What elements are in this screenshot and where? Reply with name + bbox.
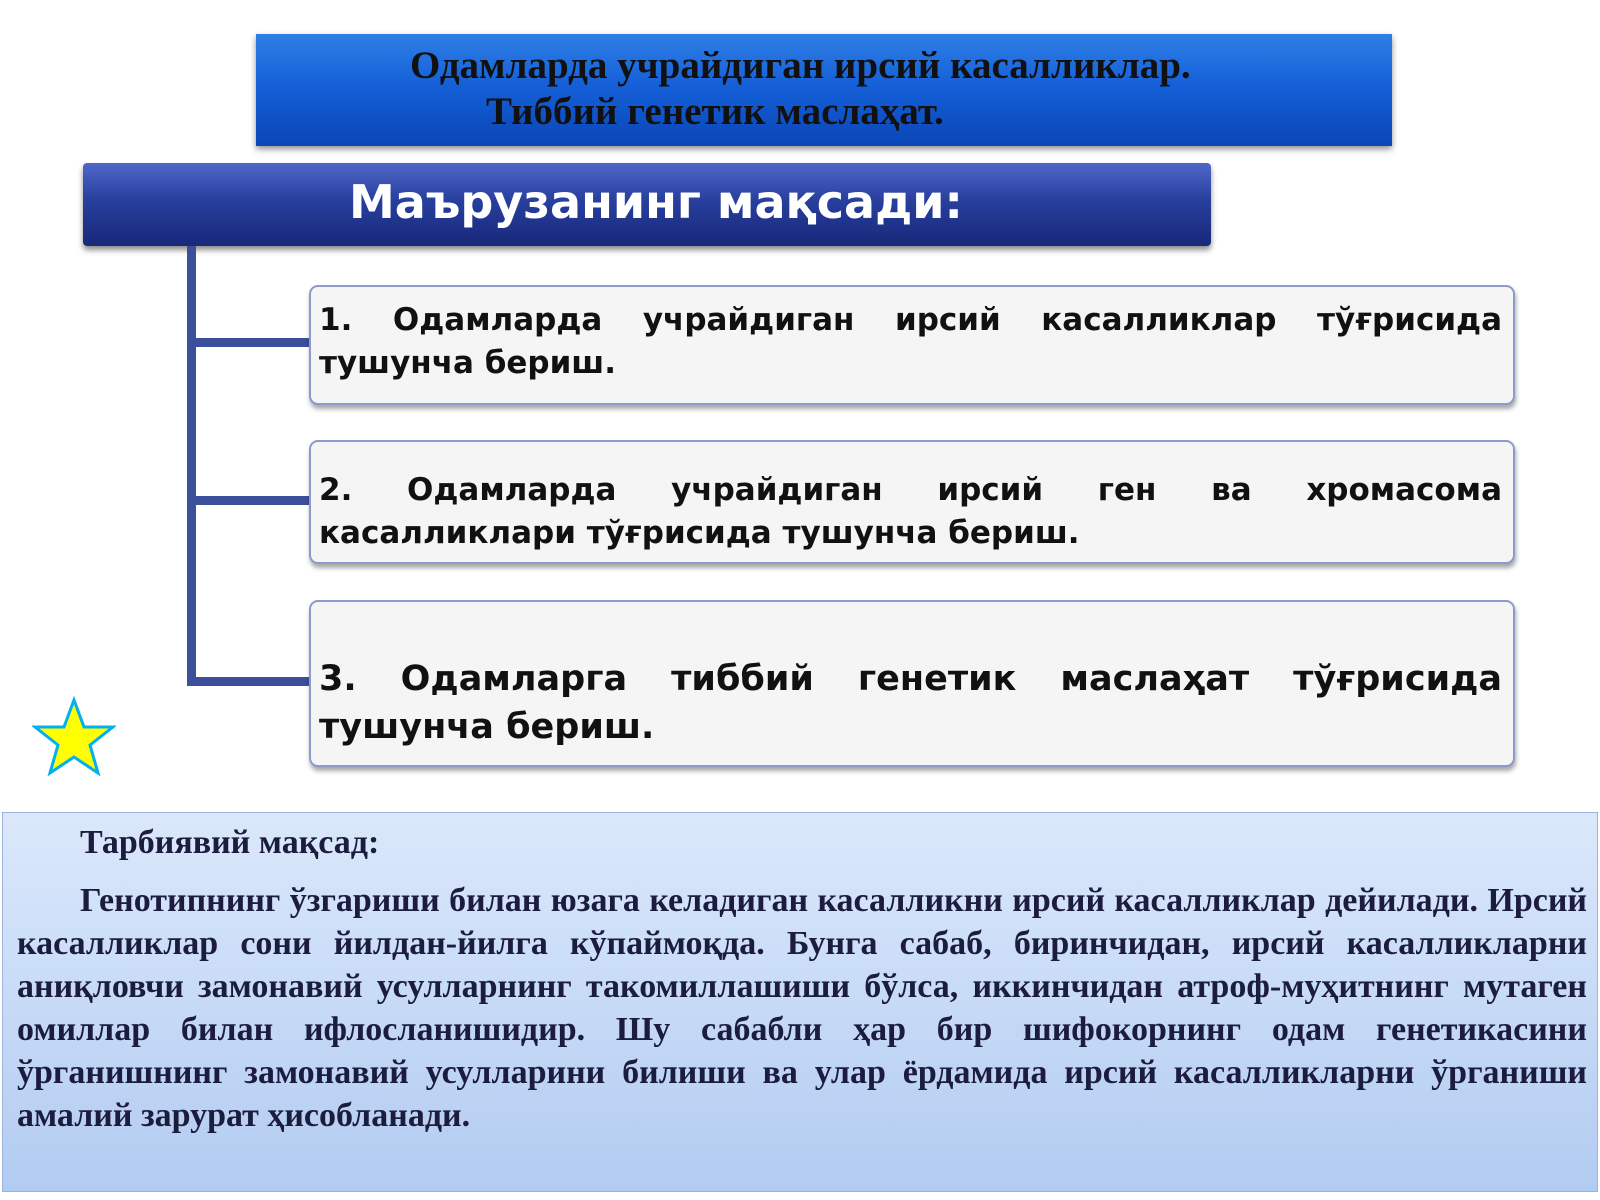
goal-text-3: 3. Одамларга тиббий генетик маслаҳат тўғрисида тушунча бериш. <box>319 658 1502 747</box>
goal-text-1: 1. Одамларда учрайдиган ирсий касалликлар тўғрисида тушунча бериш. <box>319 302 1502 381</box>
goal-box-2 <box>309 440 1515 564</box>
slide-title-line2: Тиббий генетик маслаҳат. <box>486 90 944 133</box>
star-icon <box>32 696 116 780</box>
educational-goal-paragraph: Генотипнинг ўзгариши билан юзага келадиган касалликни ирсий касалликлар дейилади. Ирсий касалликлар сони йилдан-йилга кўпаймоқда. Бунга сабаб, биринчидан, ирсий касалликларни аниқловчи замонавий усулларнинг такомиллашиши бўлса, иккинчидан атроф-муҳитнинг мутаген омиллар билан ифлосланишидир. Шу сабабли ҳар бир шифокорнинг одам генетикасини ўрганишнинг замонавий усулларини билиши ва улар ёрдамида ирсий касалликларни ўрганиши амалий зарурат ҳисобланади. <box>17 882 1587 1134</box>
connector-branch-2 <box>187 496 309 505</box>
objectives-heading: Маърузанинг мақсади: <box>349 175 963 229</box>
connector-branch-1 <box>187 338 309 347</box>
slide-title-line1: Одамларда учрайдиган ирсий касалликлар. <box>410 44 1191 87</box>
title-banner <box>256 34 1392 146</box>
connector-vertical-line <box>187 246 196 686</box>
goal-box-3 <box>309 600 1515 767</box>
star-shape <box>35 700 113 773</box>
goal-box-1 <box>309 285 1515 405</box>
objectives-heading-bar <box>83 163 1211 246</box>
connector-branch-3 <box>187 677 309 686</box>
educational-goal-panel <box>2 812 1598 1192</box>
goal-text-2: 2. Одамларда учрайдиган ирсий ген ва хромасома касалликлари тўғрисида тушунча бериш. <box>319 472 1502 551</box>
educational-goal-heading: Тарбиявий мақсад: <box>80 824 380 861</box>
